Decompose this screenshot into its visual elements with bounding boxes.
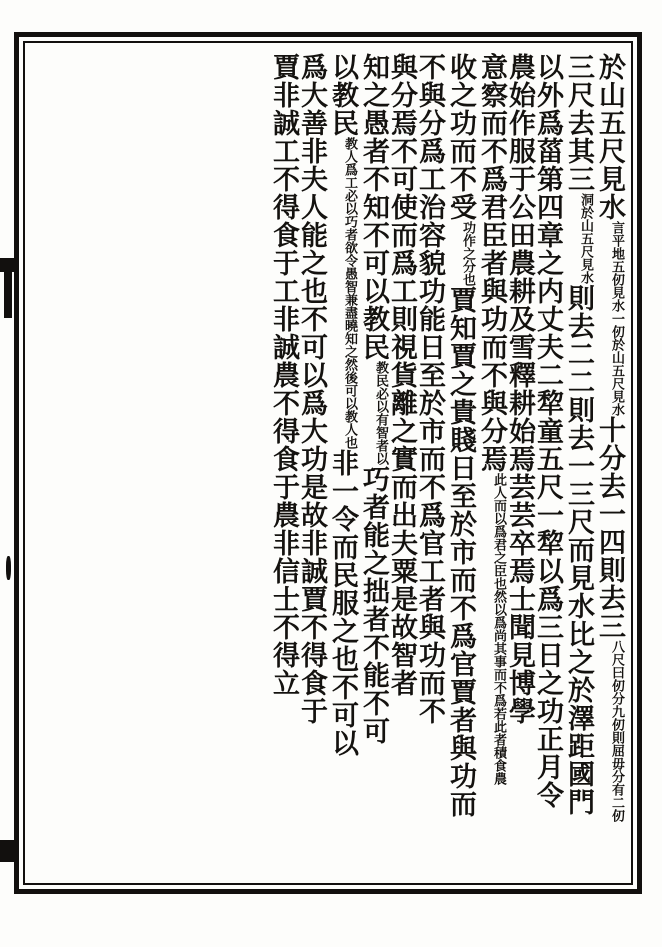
column-text: 賈非誠工不得食于工非誠農不得食于農非信士不得立 — [268, 53, 299, 697]
column-text: 農始作服于公田農耕及雪釋耕始焉芸芸卒焉士聞見博學 — [504, 53, 535, 725]
column-text: 收之功而不受 — [445, 53, 476, 221]
column-text-cont: 十分去一四則去三 — [594, 416, 625, 640]
text-column-7 — [416, 53, 443, 879]
column-text-cont: 巧者能之拙者不能不可 — [358, 465, 389, 745]
text-column-9 — [357, 53, 387, 879]
column-note: 言平地五仞見水一仞於山五尺見水 — [609, 221, 624, 416]
text-column-8 — [388, 53, 415, 879]
column-text: 知之愚者不知不可以教民 — [358, 53, 389, 361]
column-text: 以外爲菑第四章之内丈夫二犂童五尺一犂以爲三日之功正月令 — [532, 53, 563, 809]
column-text: 與分焉不可使而爲工則視貨離之實而出夫粟是故智者 — [386, 53, 417, 697]
column-text: 三尺去其三 — [563, 53, 594, 193]
column-note: 此人而以爲君之臣也然以爲尚其事而不爲若此者積食農 — [491, 473, 506, 785]
column-text: 意察而不爲君臣者與功而不與分焉 — [476, 53, 507, 473]
page-border — [14, 32, 642, 894]
edge-dot-middle-icon — [6, 556, 11, 580]
column-note: 教民必以有智者以 — [373, 361, 388, 465]
column-note-2: 八尺曰仞分九仞則屈毋分有二仞 — [609, 640, 624, 822]
column-text-cont: 非一令而民服之也不可以 — [327, 449, 358, 757]
column-note: 洞於山五尺見水 — [578, 193, 593, 284]
column-text: 爲大善非夫人能之也不可以爲大功是故非誠賈不得食于 — [296, 53, 327, 725]
text-column-12 — [270, 53, 297, 879]
edge-bar-upper-icon — [4, 272, 12, 318]
column-text: 以教民 — [327, 53, 358, 137]
column-note: 功作之分也 — [460, 221, 475, 286]
text-column-5 — [475, 53, 505, 879]
column-text: 不與分爲工治容貌功能日至於市而不爲官工者與功而不 — [414, 53, 445, 725]
text-column-10 — [326, 53, 356, 879]
text-column-1 — [593, 53, 623, 879]
column-text: 於山五尺見水 — [594, 53, 625, 221]
text-column-4 — [506, 53, 533, 879]
column-text-cont: 賈知賈之貴賤日至於市而不爲官賈者與功而 — [445, 286, 476, 818]
text-body — [29, 47, 627, 879]
text-column-2 — [562, 53, 592, 879]
text-column-6 — [444, 53, 474, 879]
text-column-3 — [534, 53, 561, 879]
text-column-11 — [298, 53, 325, 879]
column-note: 教人爲工必以巧者欲令愚智兼盡曉知之然後可以教人也 — [342, 137, 357, 449]
column-text-cont: 則去二二則去一三尺而見水比之於澤距國門 — [563, 284, 594, 816]
